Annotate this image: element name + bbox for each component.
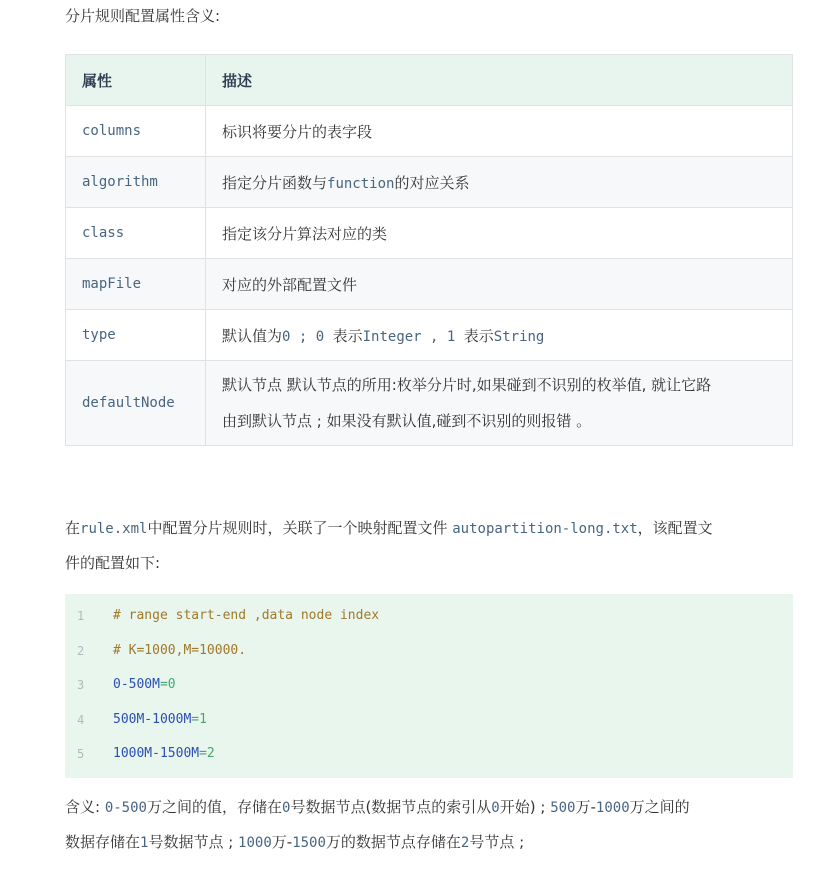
- attribute-cell: columns: [66, 106, 206, 157]
- code-token: # range start-end ,data node index: [113, 608, 380, 623]
- code-token: =: [199, 746, 207, 761]
- text-span: 默认值为: [222, 326, 283, 345]
- code-content: [113, 606, 379, 626]
- code-token: =: [191, 711, 200, 727]
- inline-code: String: [493, 328, 545, 345]
- text-span: 含义:: [65, 798, 105, 816]
- inline-code: 0-500: [104, 800, 147, 816]
- line-number: 2: [77, 643, 85, 658]
- text-span: 数据存储在: [65, 833, 141, 851]
- table-header-row: [66, 55, 793, 106]
- text-span: 指定该分片算法对应的类: [222, 224, 388, 243]
- inline-code: function: [327, 175, 395, 192]
- code-token: =: [159, 677, 168, 692]
- paragraph-line: [65, 825, 790, 860]
- inline-code: 1000: [238, 835, 272, 851]
- line-number: 1: [77, 609, 85, 623]
- text-span: 表示: [332, 326, 363, 345]
- header-attribute: 属性: [66, 55, 206, 106]
- paragraph-line: [65, 790, 790, 825]
- inline-code: 0: [491, 800, 500, 816]
- description-line: 默认节点 默认节点的所用:枚举分片时,如果碰到不识别的枚举值, 就让它路: [222, 376, 712, 394]
- config-paragraph: [65, 511, 790, 580]
- code-token: 2: [206, 746, 215, 761]
- inline-code: 500: [550, 800, 576, 816]
- attribute-cell: type: [66, 310, 206, 361]
- text-span: 表示: [463, 326, 494, 345]
- code-content: [113, 710, 207, 730]
- description-line: 由到默认节点 ; 如果没有默认值,碰到不识别的则报错 。: [222, 412, 592, 430]
- line-number: 5: [77, 747, 85, 761]
- table-row: [66, 208, 793, 259]
- text-span: 指定分片函数与: [222, 173, 328, 192]
- code-content: [113, 675, 176, 695]
- code-content: [113, 641, 246, 661]
- inline-code: rule.xml: [80, 521, 148, 537]
- inline-code: Integer , 1: [362, 328, 464, 345]
- description-cell: [206, 361, 793, 446]
- inline-code: 1000: [595, 800, 630, 816]
- code-content: [113, 744, 215, 764]
- text-span: 号数据节点 ;: [148, 833, 239, 851]
- attribute-cell: class: [66, 208, 206, 259]
- text-span: ，该配置文: [637, 519, 713, 537]
- code-block: [65, 594, 793, 778]
- line-number: 4: [77, 712, 85, 727]
- code-token: 1: [199, 711, 207, 727]
- description-cell: [206, 310, 793, 361]
- line-number: 3: [77, 678, 85, 692]
- paragraph-line: [65, 511, 790, 546]
- attribute-table: [65, 54, 793, 446]
- meaning-paragraph: [65, 790, 790, 860]
- text-span: 中配置分片规则时，关联了一个映射配置文件: [147, 519, 453, 537]
- code-token: 0: [167, 677, 176, 692]
- attribute-cell: defaultNode: [66, 361, 206, 446]
- description-cell: [206, 208, 793, 259]
- inline-code: 0: [282, 800, 291, 816]
- table-row: [66, 310, 793, 361]
- inline-code: 1: [140, 835, 149, 851]
- text-span: 万之间的值，存储在: [146, 798, 282, 816]
- text-span: 号节点 ;: [469, 833, 525, 851]
- section-heading: 分片规则配置属性含义:: [65, 7, 221, 25]
- paragraph-line: 件的配置如下:: [65, 554, 161, 572]
- text-span: 的对应关系: [394, 173, 470, 192]
- text-span: 万-: [575, 798, 596, 816]
- attribute-cell: algorithm: [66, 157, 206, 208]
- code-token: 1000M-1500M: [113, 746, 200, 761]
- table-row: [66, 259, 793, 310]
- inline-code: 2: [460, 835, 470, 851]
- table-row: [66, 106, 793, 157]
- description-cell: [206, 259, 793, 310]
- text-span: 万-: [271, 833, 293, 851]
- description-cell: [206, 157, 793, 208]
- text-span: 对应的外部配置文件: [222, 275, 358, 294]
- inline-code: 1500: [292, 835, 326, 851]
- header-description: 描述: [206, 55, 793, 106]
- code-token: 0-500M: [113, 677, 160, 692]
- code-token: 500M-1000M: [113, 711, 192, 727]
- attribute-cell: mapFile: [66, 259, 206, 310]
- inline-code: autopartition-long.txt: [452, 521, 638, 537]
- text-span: 开始) ;: [499, 798, 551, 816]
- description-cell: [206, 106, 793, 157]
- text-span: 号数据节点(数据节点的索引从: [290, 798, 492, 816]
- table-row: [66, 361, 793, 446]
- text-span: 在: [65, 519, 81, 537]
- text-span: 标识将要分片的表字段: [222, 122, 373, 141]
- table-row: [66, 157, 793, 208]
- text-span: 万之间的: [629, 798, 690, 816]
- inline-code: 0 ; 0: [282, 328, 333, 345]
- text-span: 万的数据节点存储在: [325, 833, 461, 851]
- code-token: # K=1000,M=10000.: [113, 642, 247, 658]
